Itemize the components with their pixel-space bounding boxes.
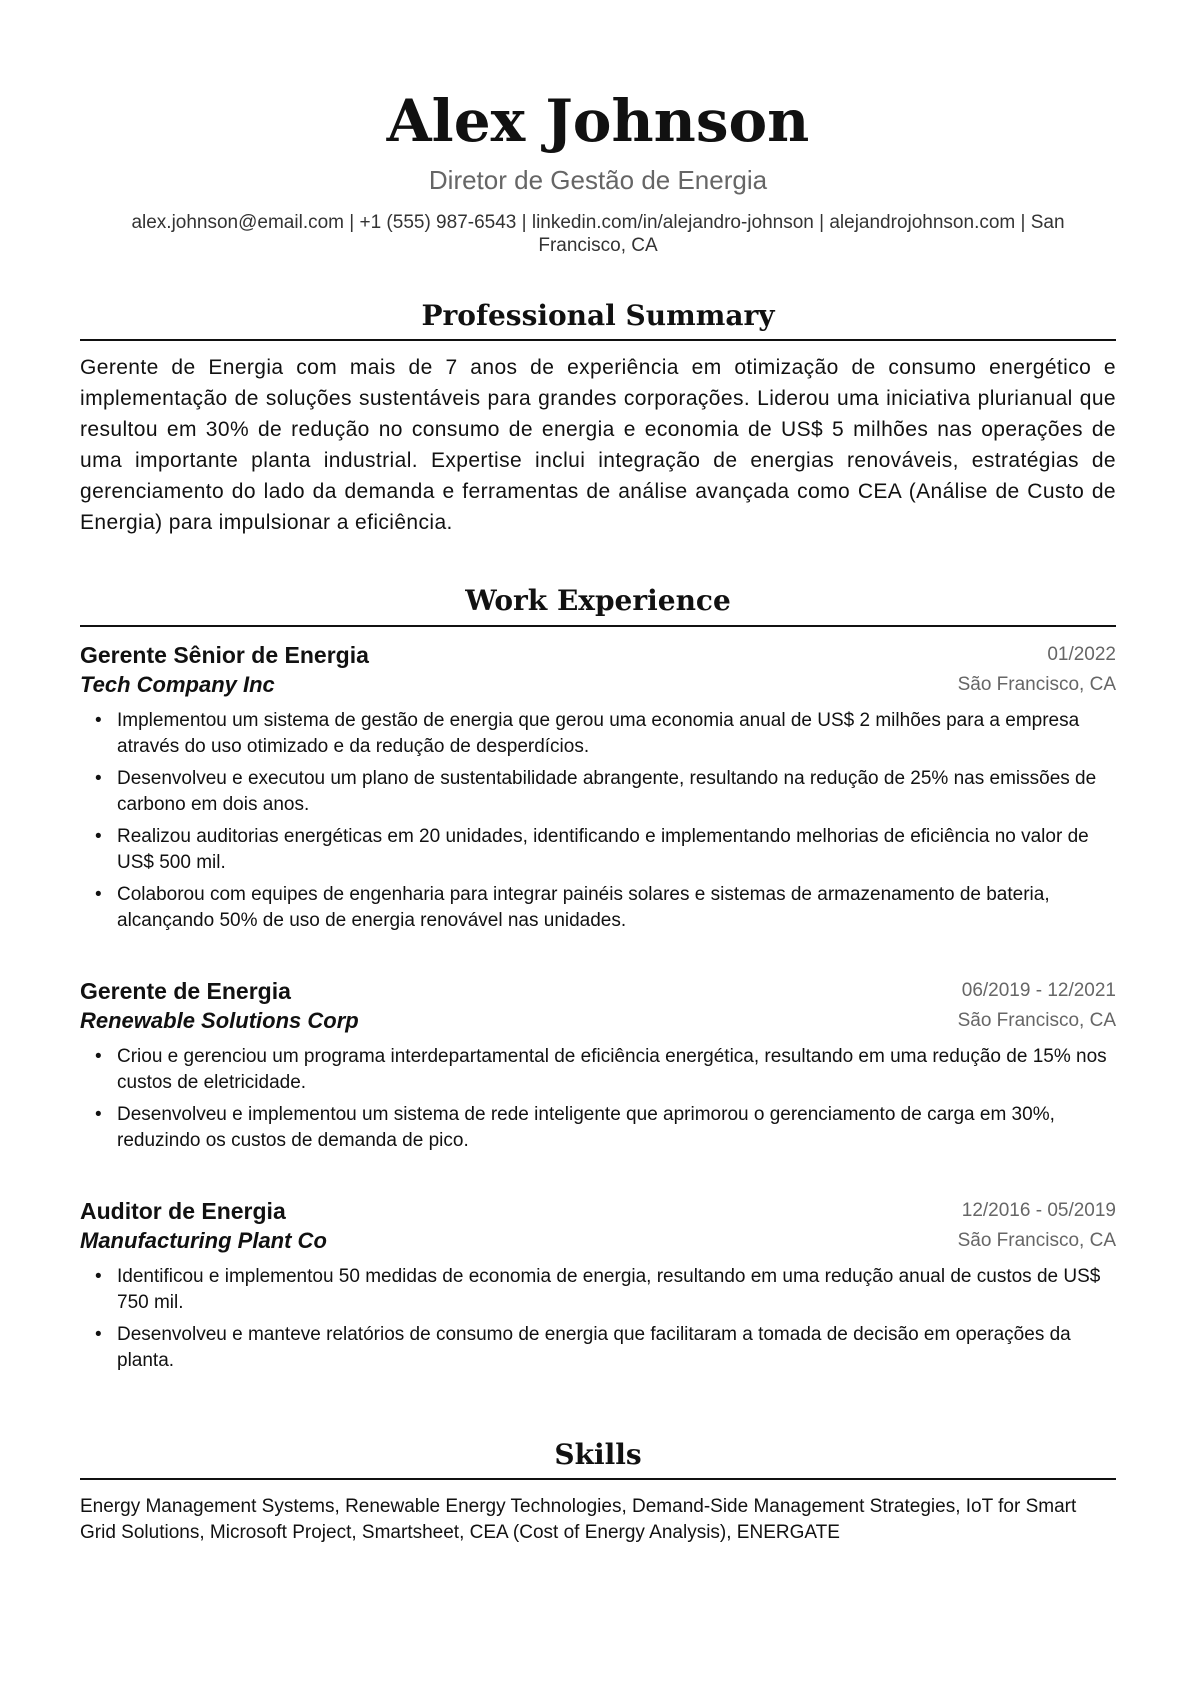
- job-location: São Francisco, CA: [957, 674, 1116, 695]
- job-bullets: [80, 1044, 1116, 1154]
- candidate-name: Alex Johnson: [386, 87, 810, 155]
- contact-info: [80, 211, 1116, 257]
- job-location: São Francisco, CA: [957, 1010, 1116, 1031]
- job-bullet: • Identificou e implementou 50 medidas de economia de energia, resultando em uma redução anual de custos de US$ 750 mil.: [95, 1266, 1101, 1313]
- job-bullet: • Implementou um sistema de gestão de energia que gerou uma economia anual de US$ 2 milhões para a empresa através do uso otimizado e da redução de desperdícios.: [95, 710, 1080, 757]
- summary-text: Gerente de Energia com mais de 7 anos de experiência em otimização de consumo energético e implementação de soluções sustentáveis para grandes corporações. Liderou uma iniciativa plurianual que resultou em 30% de redução no consumo de energia e economia de US$ 5 milhões nas operações de uma importante planta industrial. Expertise inclui integração de energias renováveis, estratégias de gerenciamento do lado da demanda e ferramentas de análise avançada como CEA (Análise de Custo de Energia) para impulsionar a eficiência.: [80, 356, 1116, 534]
- job-bullet: • Colaborou com equipes de engenharia para integrar painéis solares e sistemas de armazenamento de bateria, alcançando 50% de uso de energia renovável nas unidades.: [95, 884, 1050, 931]
- candidate-title: Diretor de Gestão de Energia: [428, 165, 768, 195]
- job-title: Auditor de Energia: [80, 1198, 286, 1224]
- job-company: Manufacturing Plant Co: [80, 1228, 327, 1253]
- experience-heading: Work Experience: [465, 584, 731, 617]
- job-bullets: [80, 708, 1116, 934]
- job-title: Gerente Sênior de Energia: [80, 642, 369, 668]
- job-date: 12/2016 - 05/2019: [961, 1200, 1116, 1221]
- job-company: Renewable Solutions Corp: [80, 1008, 359, 1033]
- experience-divider: [80, 625, 1116, 627]
- job-title: Gerente de Energia: [80, 978, 291, 1004]
- job-bullet: • Realizou auditorias energéticas em 20 unidades, identificando e implementando melhorias de eficiência no valor de US$ 500 mil.: [95, 826, 1089, 873]
- job-bullets: [80, 1264, 1116, 1374]
- job-entry: [80, 1196, 1116, 1372]
- contact-line-2: Francisco, CA: [538, 235, 658, 256]
- summary-heading: Professional Summary: [421, 299, 775, 332]
- skills-heading: Skills: [554, 1438, 642, 1471]
- job-bullet: • Desenvolveu e implementou um sistema de rede inteligente que aprimorou o gerenciamento de carga em 30%, reduzindo os custos de demanda de pico.: [95, 1104, 1055, 1151]
- job-entry: [80, 976, 1116, 1152]
- job-date: 01/2022: [1047, 644, 1116, 665]
- job-date: 06/2019 - 12/2021: [961, 980, 1116, 1001]
- job-bullet: • Desenvolveu e executou um plano de sustentabilidade abrangente, resultando na redução de 25% nas emissões de carbono em dois anos.: [95, 768, 1097, 815]
- summary-divider: [80, 339, 1116, 341]
- contact-line-1: alex.johnson@email.com | +1 (555) 987-6543 | linkedin.com/in/alejandro-johnson | alejandrojohnson.com | San: [131, 212, 1065, 233]
- skills-divider: [80, 1478, 1116, 1480]
- job-entry: [80, 640, 1116, 932]
- job-bullet: • Desenvolveu e manteve relatórios de consumo de energia que facilitaram a tomada de decisão em operações da planta.: [95, 1324, 1071, 1371]
- job-location: São Francisco, CA: [957, 1230, 1116, 1251]
- skills-text: Energy Management Systems, Renewable Energy Technologies, Demand-Side Management Strategies, IoT for Smart Grid Solutions, Microsoft Project, Smartsheet, CEA (Cost of Energy Analysis), ENERGATE: [80, 1496, 1077, 1543]
- job-bullet: • Criou e gerenciou um programa interdepartamental de eficiência energética, resultando em uma redução de 15% nos custos de eletricidade.: [95, 1046, 1107, 1093]
- job-company: Tech Company Inc: [80, 672, 275, 697]
